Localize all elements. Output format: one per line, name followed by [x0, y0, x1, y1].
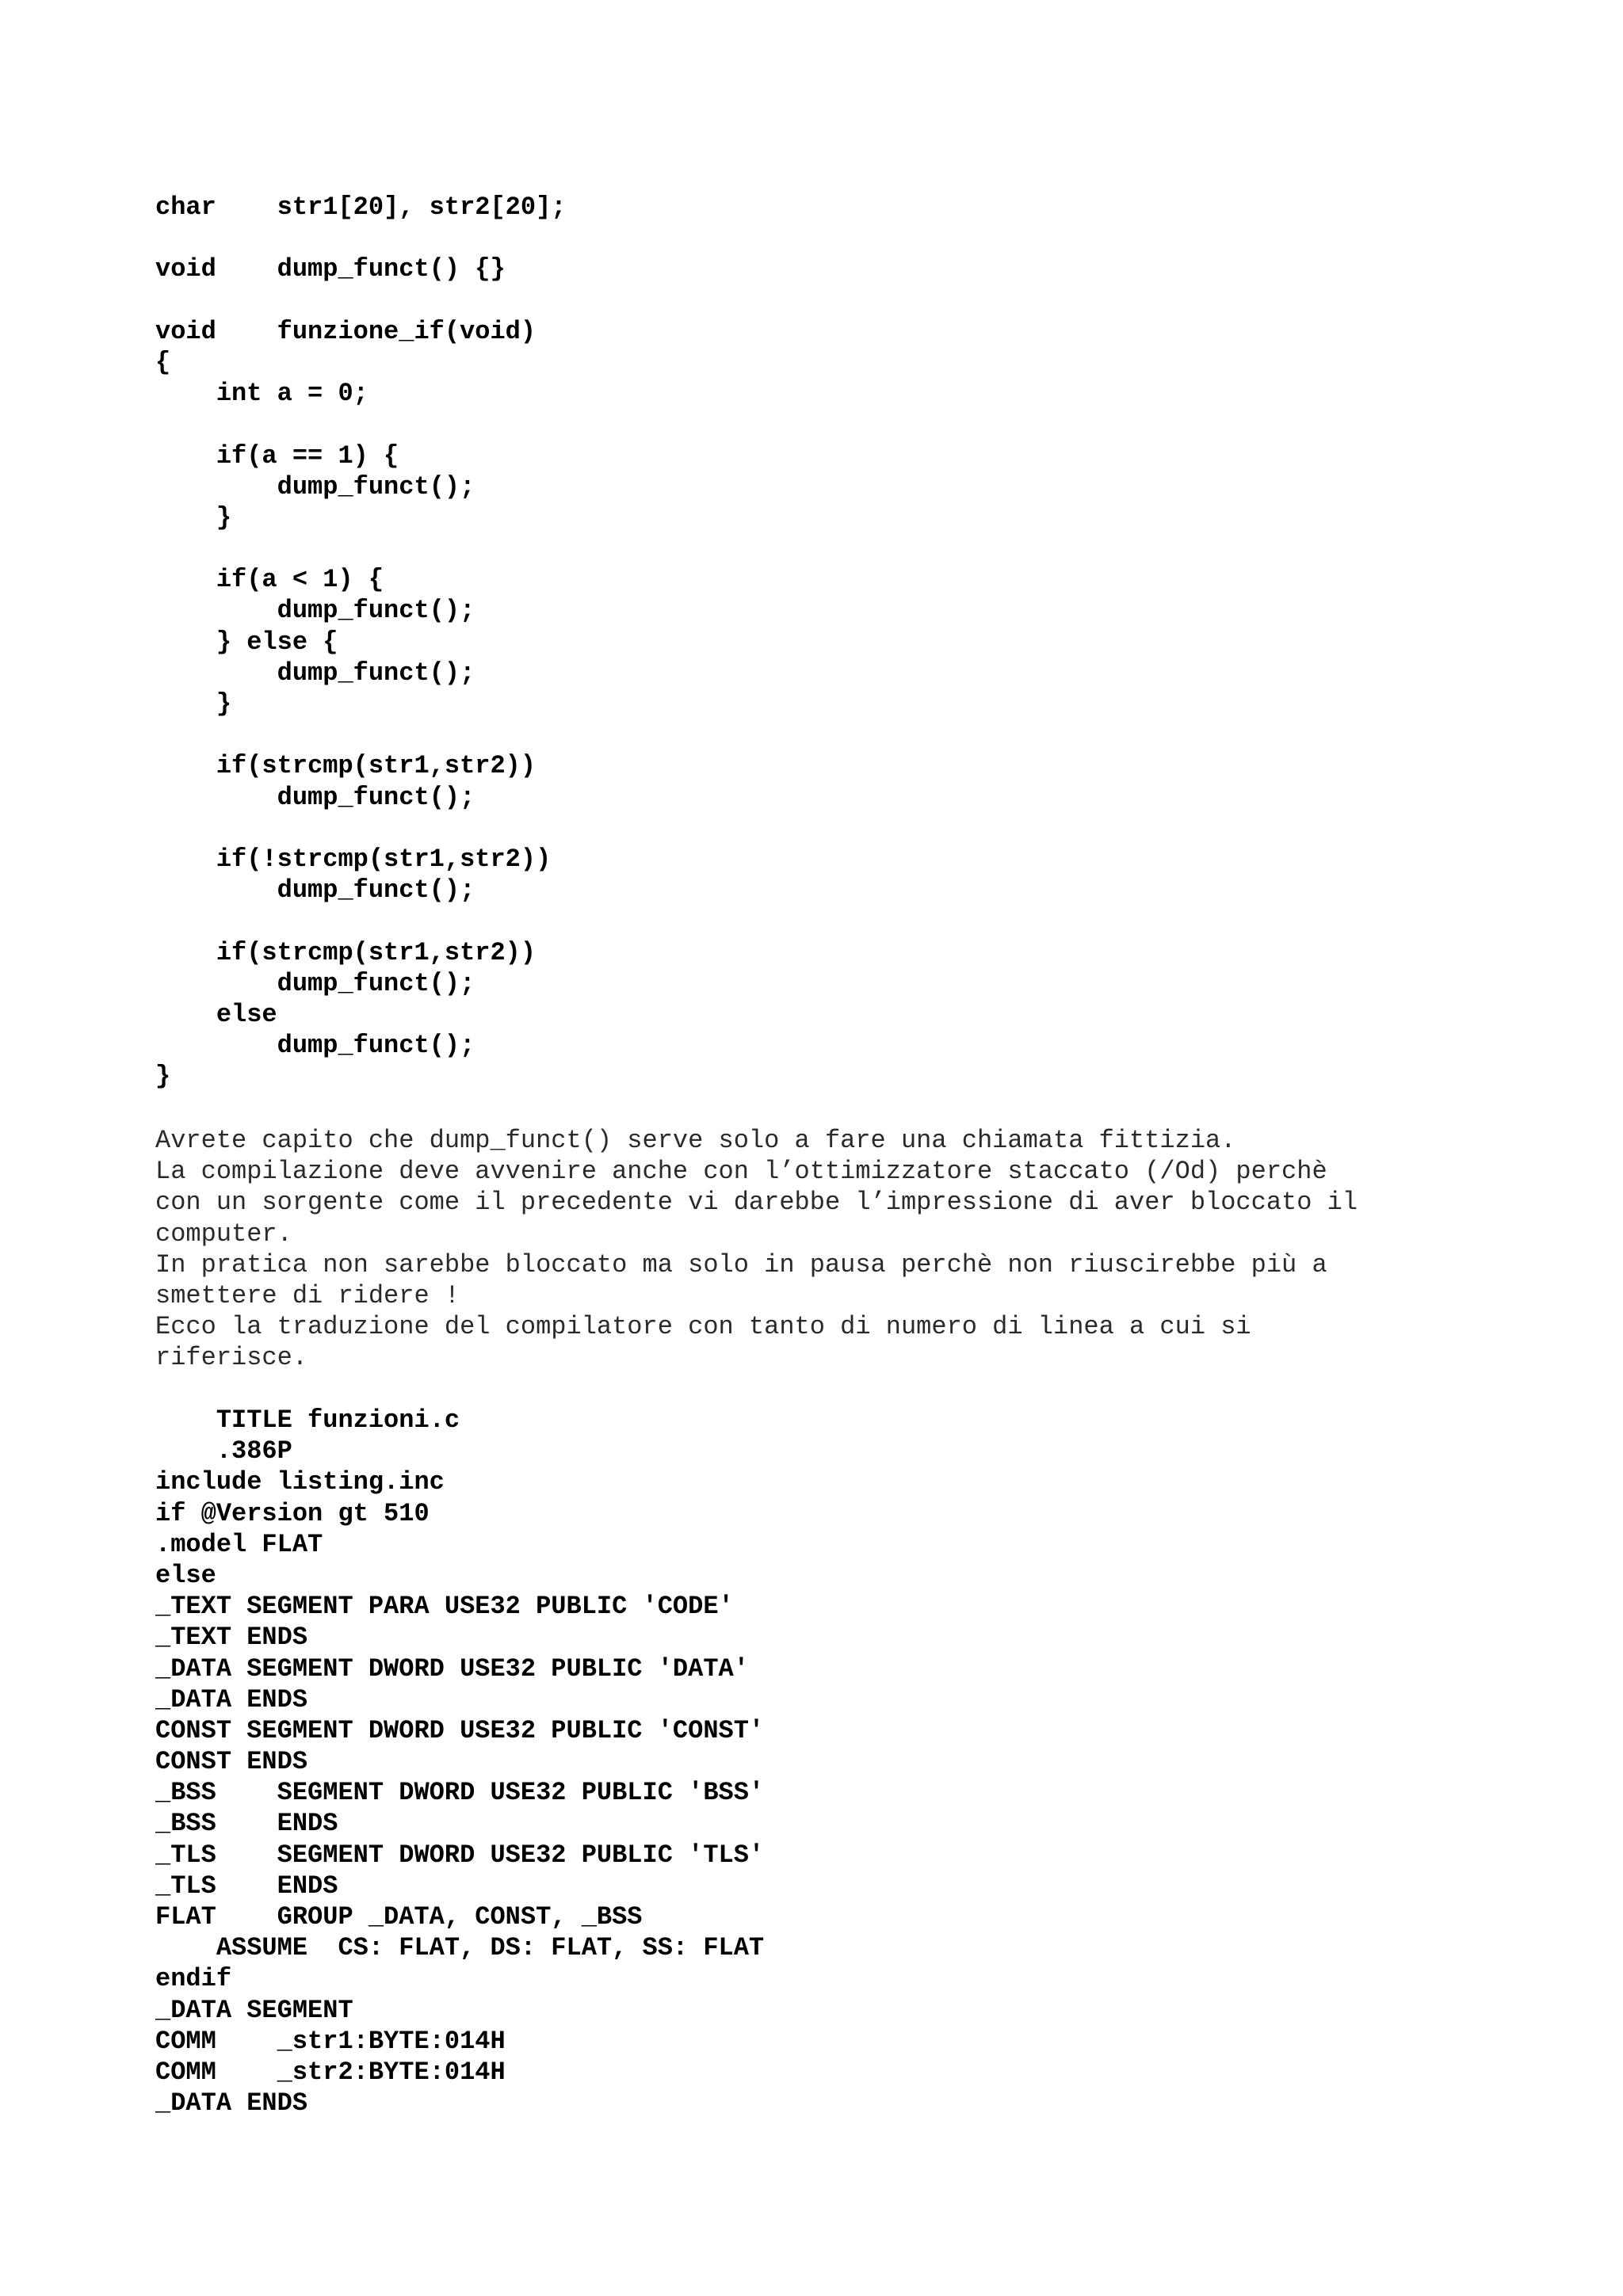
code-line: dump_funct();: [155, 968, 475, 998]
code-line: if(a < 1) {: [155, 565, 384, 595]
code-line: int a = 0;: [155, 379, 369, 409]
asm-line: _BSS ENDS: [155, 1809, 338, 1839]
code-line: if(strcmp(str1,str2)): [155, 937, 537, 967]
asm-line: _TLS ENDS: [155, 1871, 338, 1901]
asm-line: _TEXT ENDS: [155, 1623, 308, 1653]
code-line: dump_funct();: [155, 658, 475, 688]
code-line: [155, 813, 1582, 844]
code-line: [155, 285, 1582, 316]
asm-line: _TLS SEGMENT DWORD USE32 PUBLIC 'TLS': [155, 1840, 765, 1870]
code-line: {: [155, 347, 171, 377]
text-line: La compilazione deve avvenire anche con l’ottimizzatore staccato (/Od) perchè: [155, 1157, 1327, 1187]
code-line: dump_funct();: [155, 596, 475, 626]
text-line: smettere di ridere !: [155, 1280, 460, 1310]
assembly-listing: [155, 1405, 1582, 2119]
text-line: Ecco la traduzione del compilatore con tanto di numero di linea a cui si: [155, 1312, 1251, 1342]
code-line: if(a == 1) {: [155, 441, 399, 471]
asm-line: _TEXT SEGMENT PARA USE32 PUBLIC 'CODE': [155, 1592, 734, 1622]
code-line: dump_funct();: [155, 1031, 475, 1061]
code-line: if(!strcmp(str1,str2)): [155, 844, 552, 874]
asm-line: CONST ENDS: [155, 1747, 308, 1777]
asm-line: else: [155, 1560, 216, 1590]
code-line: }: [155, 1062, 171, 1092]
asm-line: include listing.inc: [155, 1467, 445, 1497]
asm-line: COMM _str2:BYTE:014H: [155, 2057, 506, 2087]
text-line: con un sorgente come il precedente vi darebbe l’impressione di aver bloccato il: [155, 1188, 1358, 1218]
asm-line: _DATA ENDS: [155, 1684, 308, 1714]
asm-line: _DATA SEGMENT DWORD USE32 PUBLIC 'DATA': [155, 1653, 749, 1684]
asm-line: CONST SEGMENT DWORD USE32 PUBLIC 'CONST': [155, 1715, 765, 1745]
code-line: }: [155, 689, 232, 719]
code-line: dump_funct();: [155, 471, 475, 502]
code-line: [155, 533, 1582, 564]
text-line: Avrete capito che dump_funct() serve solo a fare una chiamata fittizia.: [155, 1126, 1236, 1155]
code-line: dump_funct();: [155, 875, 475, 906]
c-source-listing: [155, 192, 1582, 1092]
asm-line: endif: [155, 1964, 232, 1994]
code-line: }: [155, 502, 232, 532]
code-line: } else {: [155, 627, 338, 657]
asm-line: ASSUME CS: FLAT, DS: FLAT, SS: FLAT: [155, 1933, 765, 1963]
code-line: if(strcmp(str1,str2)): [155, 751, 537, 781]
code-line: void dump_funct() {}: [155, 254, 506, 284]
code-line: dump_funct();: [155, 782, 475, 812]
code-line: [155, 223, 1582, 254]
asm-line: _DATA ENDS: [155, 2088, 308, 2119]
asm-line: _BSS SEGMENT DWORD USE32 PUBLIC 'BSS': [155, 1778, 765, 1808]
asm-line: FLAT GROUP _DATA, CONST, _BSS: [155, 1902, 643, 1932]
code-line: [155, 906, 1582, 936]
code-line: void funzione_if(void): [155, 316, 537, 346]
text-line: In pratica non sarebbe bloccato ma solo in pausa perchè non riuscirebbe più a: [155, 1249, 1327, 1280]
asm-line: _DATA SEGMENT: [155, 1995, 353, 2025]
code-line: char str1[20], str2[20];: [155, 193, 567, 222]
explanation-paragraph: [155, 1125, 1582, 1374]
asm-line: .386P: [155, 1436, 292, 1466]
asm-line: .model FLAT: [155, 1529, 323, 1559]
code-line: [155, 719, 1582, 750]
asm-line: TITLE funzioni.c: [155, 1405, 460, 1435]
text-line: computer.: [155, 1219, 292, 1249]
text-line: riferisce.: [155, 1343, 308, 1373]
asm-line: if @Version gt 510: [155, 1498, 430, 1528]
code-line: [155, 409, 1582, 440]
asm-line: COMM _str1:BYTE:014H: [155, 2026, 506, 2056]
code-line: else: [155, 999, 277, 1029]
